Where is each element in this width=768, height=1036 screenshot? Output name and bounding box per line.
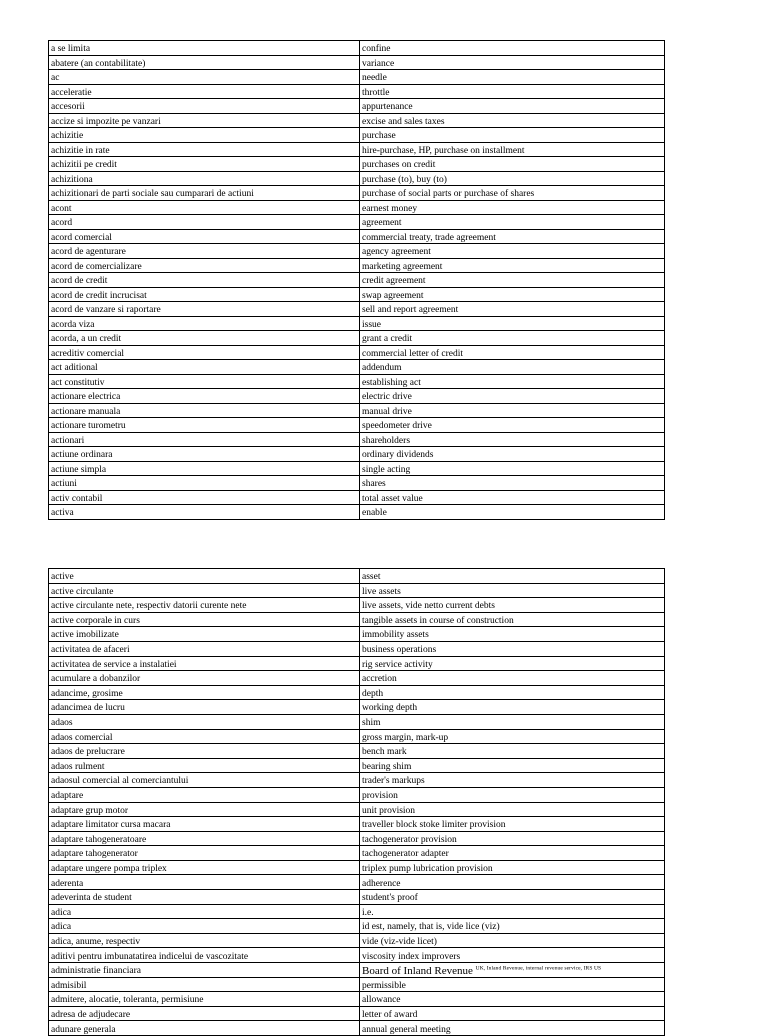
table-row <box>49 977 665 992</box>
romanian-term: active circulante nete, respectiv datorii curente nete <box>49 598 360 613</box>
romanian-term: adancime, grosime <box>49 685 360 700</box>
table-row <box>49 287 665 302</box>
table-row <box>49 700 665 715</box>
english-term: vide (viz-vide licet) <box>360 933 665 948</box>
english-term: sell and report agreement <box>360 302 665 317</box>
romanian-term: active <box>49 569 360 584</box>
english-term: enable <box>360 505 665 520</box>
romanian-term: a se limita <box>49 41 360 56</box>
revenue-note: UK, Inland Revenue, internal revenue service, IRS US <box>475 964 602 971</box>
table-row <box>49 656 665 671</box>
english-term: shareholders <box>360 432 665 447</box>
romanian-term: acont <box>49 200 360 215</box>
english-term: needle <box>360 70 665 85</box>
table-row <box>49 142 665 157</box>
english-term: depth <box>360 685 665 700</box>
table-row <box>49 215 665 230</box>
table-row <box>49 84 665 99</box>
romanian-term: actionare turometru <box>49 418 360 433</box>
table-row <box>49 403 665 418</box>
romanian-term: ac <box>49 70 360 85</box>
table-row <box>49 904 665 919</box>
table-row <box>49 758 665 773</box>
romanian-term: aditivi pentru imbunatatirea indicelui de vascozitate <box>49 948 360 963</box>
english-term: purchase <box>360 128 665 143</box>
romanian-term: achizitionari de parti sociale sau cumparari de actiuni <box>49 186 360 201</box>
english-term: unit provision <box>360 802 665 817</box>
romanian-term: activa <box>49 505 360 520</box>
english-term: gross margin, mark-up <box>360 729 665 744</box>
english-term: appurtenance <box>360 99 665 114</box>
romanian-term: adaptare grup motor <box>49 802 360 817</box>
english-term: id est, namely, that is, vide lice (viz) <box>360 919 665 934</box>
glossary-table-2-body <box>49 569 665 1036</box>
english-term: agreement <box>360 215 665 230</box>
table-row <box>49 171 665 186</box>
table-row <box>49 641 665 656</box>
romanian-term: adaos comercial <box>49 729 360 744</box>
romanian-term: accize si impozite pe vanzari <box>49 113 360 128</box>
table-row <box>49 186 665 201</box>
romanian-term: acord comercial <box>49 229 360 244</box>
english-term: agency agreement <box>360 244 665 259</box>
romanian-term: adaptare tahogeneratoare <box>49 831 360 846</box>
romanian-term: acord de credit <box>49 273 360 288</box>
table-row <box>49 302 665 317</box>
table-row <box>49 345 665 360</box>
english-term: earnest money <box>360 200 665 215</box>
table-row <box>49 817 665 832</box>
english-term: commercial treaty, trade agreement <box>360 229 665 244</box>
english-term: allowance <box>360 992 665 1007</box>
romanian-term: act aditional <box>49 360 360 375</box>
english-term: addendum <box>360 360 665 375</box>
romanian-term: adaosul comercial al comerciantului <box>49 773 360 788</box>
romanian-term: adica <box>49 919 360 934</box>
table-row <box>49 729 665 744</box>
romanian-term: acceleratie <box>49 84 360 99</box>
english-term: manual drive <box>360 403 665 418</box>
table-row <box>49 331 665 346</box>
romanian-term: actionari <box>49 432 360 447</box>
romanian-term: actiune ordinara <box>49 447 360 462</box>
table-row <box>49 671 665 686</box>
table-row <box>49 244 665 259</box>
english-term: annual general meeting <box>360 1021 665 1036</box>
table-row <box>49 490 665 505</box>
english-term: traveller block stoke limiter provision <box>360 817 665 832</box>
table-row <box>49 157 665 172</box>
english-term: rig service activity <box>360 656 665 671</box>
romanian-term: admisibil <box>49 977 360 992</box>
english-term: bearing shim <box>360 758 665 773</box>
romanian-term: accesorii <box>49 99 360 114</box>
table-row <box>49 860 665 875</box>
table-row <box>49 70 665 85</box>
table-row <box>49 99 665 114</box>
table-row <box>49 802 665 817</box>
table-row <box>49 948 665 963</box>
table-row <box>49 598 665 613</box>
english-term: electric drive <box>360 389 665 404</box>
table-row <box>49 583 665 598</box>
english-term: immobility assets <box>360 627 665 642</box>
romanian-term: admitere, alocatie, toleranta, permisiune <box>49 992 360 1007</box>
table-row <box>49 374 665 389</box>
romanian-term: adresa de adjudecare <box>49 1006 360 1021</box>
english-term: shim <box>360 714 665 729</box>
romanian-term: acord de vanzare si raportare <box>49 302 360 317</box>
english-term: i.e. <box>360 904 665 919</box>
english-term: purchase of social parts or purchase of shares <box>360 186 665 201</box>
table-row <box>49 316 665 331</box>
english-term: adherence <box>360 875 665 890</box>
english-term: total asset value <box>360 490 665 505</box>
romanian-term: adaptare tahogenerator <box>49 846 360 861</box>
table-row <box>49 113 665 128</box>
table-row <box>49 432 665 447</box>
english-term: asset <box>360 569 665 584</box>
english-term: commercial letter of credit <box>360 345 665 360</box>
romanian-term: adeverinta de student <box>49 890 360 905</box>
english-term: letter of award <box>360 1006 665 1021</box>
romanian-term: acord de credit incrucisat <box>49 287 360 302</box>
english-term: issue <box>360 316 665 331</box>
english-term: establishing act <box>360 374 665 389</box>
romanian-term: actionare manuala <box>49 403 360 418</box>
romanian-term: activ contabil <box>49 490 360 505</box>
english-term: purchases on credit <box>360 157 665 172</box>
romanian-term: acumulare a dobanzilor <box>49 671 360 686</box>
romanian-term: adaptare ungere pompa triplex <box>49 860 360 875</box>
table-row <box>49 890 665 905</box>
english-term: variance <box>360 55 665 70</box>
english-term: ordinary dividends <box>360 447 665 462</box>
romanian-term: actiuni <box>49 476 360 491</box>
table-row <box>49 360 665 375</box>
romanian-term: acord de agenturare <box>49 244 360 259</box>
english-term: provision <box>360 787 665 802</box>
romanian-term: administratie financiara <box>49 963 360 978</box>
glossary-table-1-body <box>49 41 665 520</box>
romanian-term: adaos <box>49 714 360 729</box>
table-row <box>49 714 665 729</box>
table-row <box>49 831 665 846</box>
table-row <box>49 933 665 948</box>
romanian-term: adunare generala <box>49 1021 360 1036</box>
english-term: tachogenerator provision <box>360 831 665 846</box>
glossary-table-2 <box>48 568 665 1036</box>
english-term: confine <box>360 41 665 56</box>
romanian-term: achizitiona <box>49 171 360 186</box>
romanian-term: achizitii pe credit <box>49 157 360 172</box>
table-row <box>49 505 665 520</box>
romanian-term: active corporale in curs <box>49 612 360 627</box>
english-term: business operations <box>360 641 665 656</box>
english-term: grant a credit <box>360 331 665 346</box>
english-term: trader's markups <box>360 773 665 788</box>
english-term: Board of Inland Revenue $^{UK, Inland Revenue, internal revenue service, IRS US}$ <box>360 963 665 978</box>
romanian-term: adaptare limitator cursa macara <box>49 817 360 832</box>
table-row <box>49 447 665 462</box>
table-row <box>49 846 665 861</box>
romanian-term: acorda, a un credit <box>49 331 360 346</box>
table-row <box>49 418 665 433</box>
english-term: single acting <box>360 461 665 476</box>
table-row <box>49 612 665 627</box>
romanian-term: acord de comercializare <box>49 258 360 273</box>
english-term: hire-purchase, HP, purchase on installment <box>360 142 665 157</box>
romanian-term: abatere (an contabilitate) <box>49 55 360 70</box>
table-row <box>49 476 665 491</box>
english-term: swap agreement <box>360 287 665 302</box>
english-term: live assets, vide netto current debts <box>360 598 665 613</box>
romanian-term: act constitutiv <box>49 374 360 389</box>
english-term: permissible <box>360 977 665 992</box>
romanian-term: activitatea de afaceri <box>49 641 360 656</box>
romanian-term: active imobilizate <box>49 627 360 642</box>
romanian-term: adancimea de lucru <box>49 700 360 715</box>
glossary-table-1 <box>48 40 665 520</box>
table-row <box>49 569 665 584</box>
english-term: bench mark <box>360 744 665 759</box>
english-term: shares <box>360 476 665 491</box>
table-row <box>49 389 665 404</box>
english-term: purchase (to), buy (to) <box>360 171 665 186</box>
english-term: live assets <box>360 583 665 598</box>
table-row <box>49 685 665 700</box>
table-row <box>49 55 665 70</box>
table-row <box>49 128 665 143</box>
table-row <box>49 992 665 1007</box>
table-row <box>49 229 665 244</box>
english-term: marketing agreement <box>360 258 665 273</box>
english-term: tangible assets in course of construction <box>360 612 665 627</box>
english-term: speedometer drive <box>360 418 665 433</box>
romanian-term: acorda viza <box>49 316 360 331</box>
english-term: working depth <box>360 700 665 715</box>
romanian-term: active circulante <box>49 583 360 598</box>
romanian-term: adaos de prelucrare <box>49 744 360 759</box>
english-term: viscosity index improvers <box>360 948 665 963</box>
english-term: triplex pump lubrication provision <box>360 860 665 875</box>
table-row <box>49 875 665 890</box>
romanian-term: adica, anume, respectiv <box>49 933 360 948</box>
romanian-term: achizitie <box>49 128 360 143</box>
english-term: tachogenerator adapter <box>360 846 665 861</box>
romanian-term: actionare electrica <box>49 389 360 404</box>
romanian-term: adaptare <box>49 787 360 802</box>
english-term: accretion <box>360 671 665 686</box>
table-row <box>49 744 665 759</box>
romanian-term: adaos rulment <box>49 758 360 773</box>
table-row <box>49 963 665 978</box>
english-term: throttle <box>360 84 665 99</box>
romanian-term: acreditiv comercial <box>49 345 360 360</box>
romanian-term: activitatea de service a instalatiei <box>49 656 360 671</box>
romanian-term: acord <box>49 215 360 230</box>
table-row <box>49 1006 665 1021</box>
table-row <box>49 787 665 802</box>
table-row <box>49 1021 665 1036</box>
english-term: credit agreement <box>360 273 665 288</box>
english-term: excise and sales taxes <box>360 113 665 128</box>
romanian-term: actiune simpla <box>49 461 360 476</box>
table-row <box>49 273 665 288</box>
romanian-term: achizitie in rate <box>49 142 360 157</box>
table-row <box>49 461 665 476</box>
table-row <box>49 258 665 273</box>
table-row <box>49 627 665 642</box>
table-row <box>49 200 665 215</box>
table-row <box>49 41 665 56</box>
table-row <box>49 919 665 934</box>
english-term: student's proof <box>360 890 665 905</box>
table-row <box>49 773 665 788</box>
romanian-term: aderenta <box>49 875 360 890</box>
romanian-term: adica <box>49 904 360 919</box>
